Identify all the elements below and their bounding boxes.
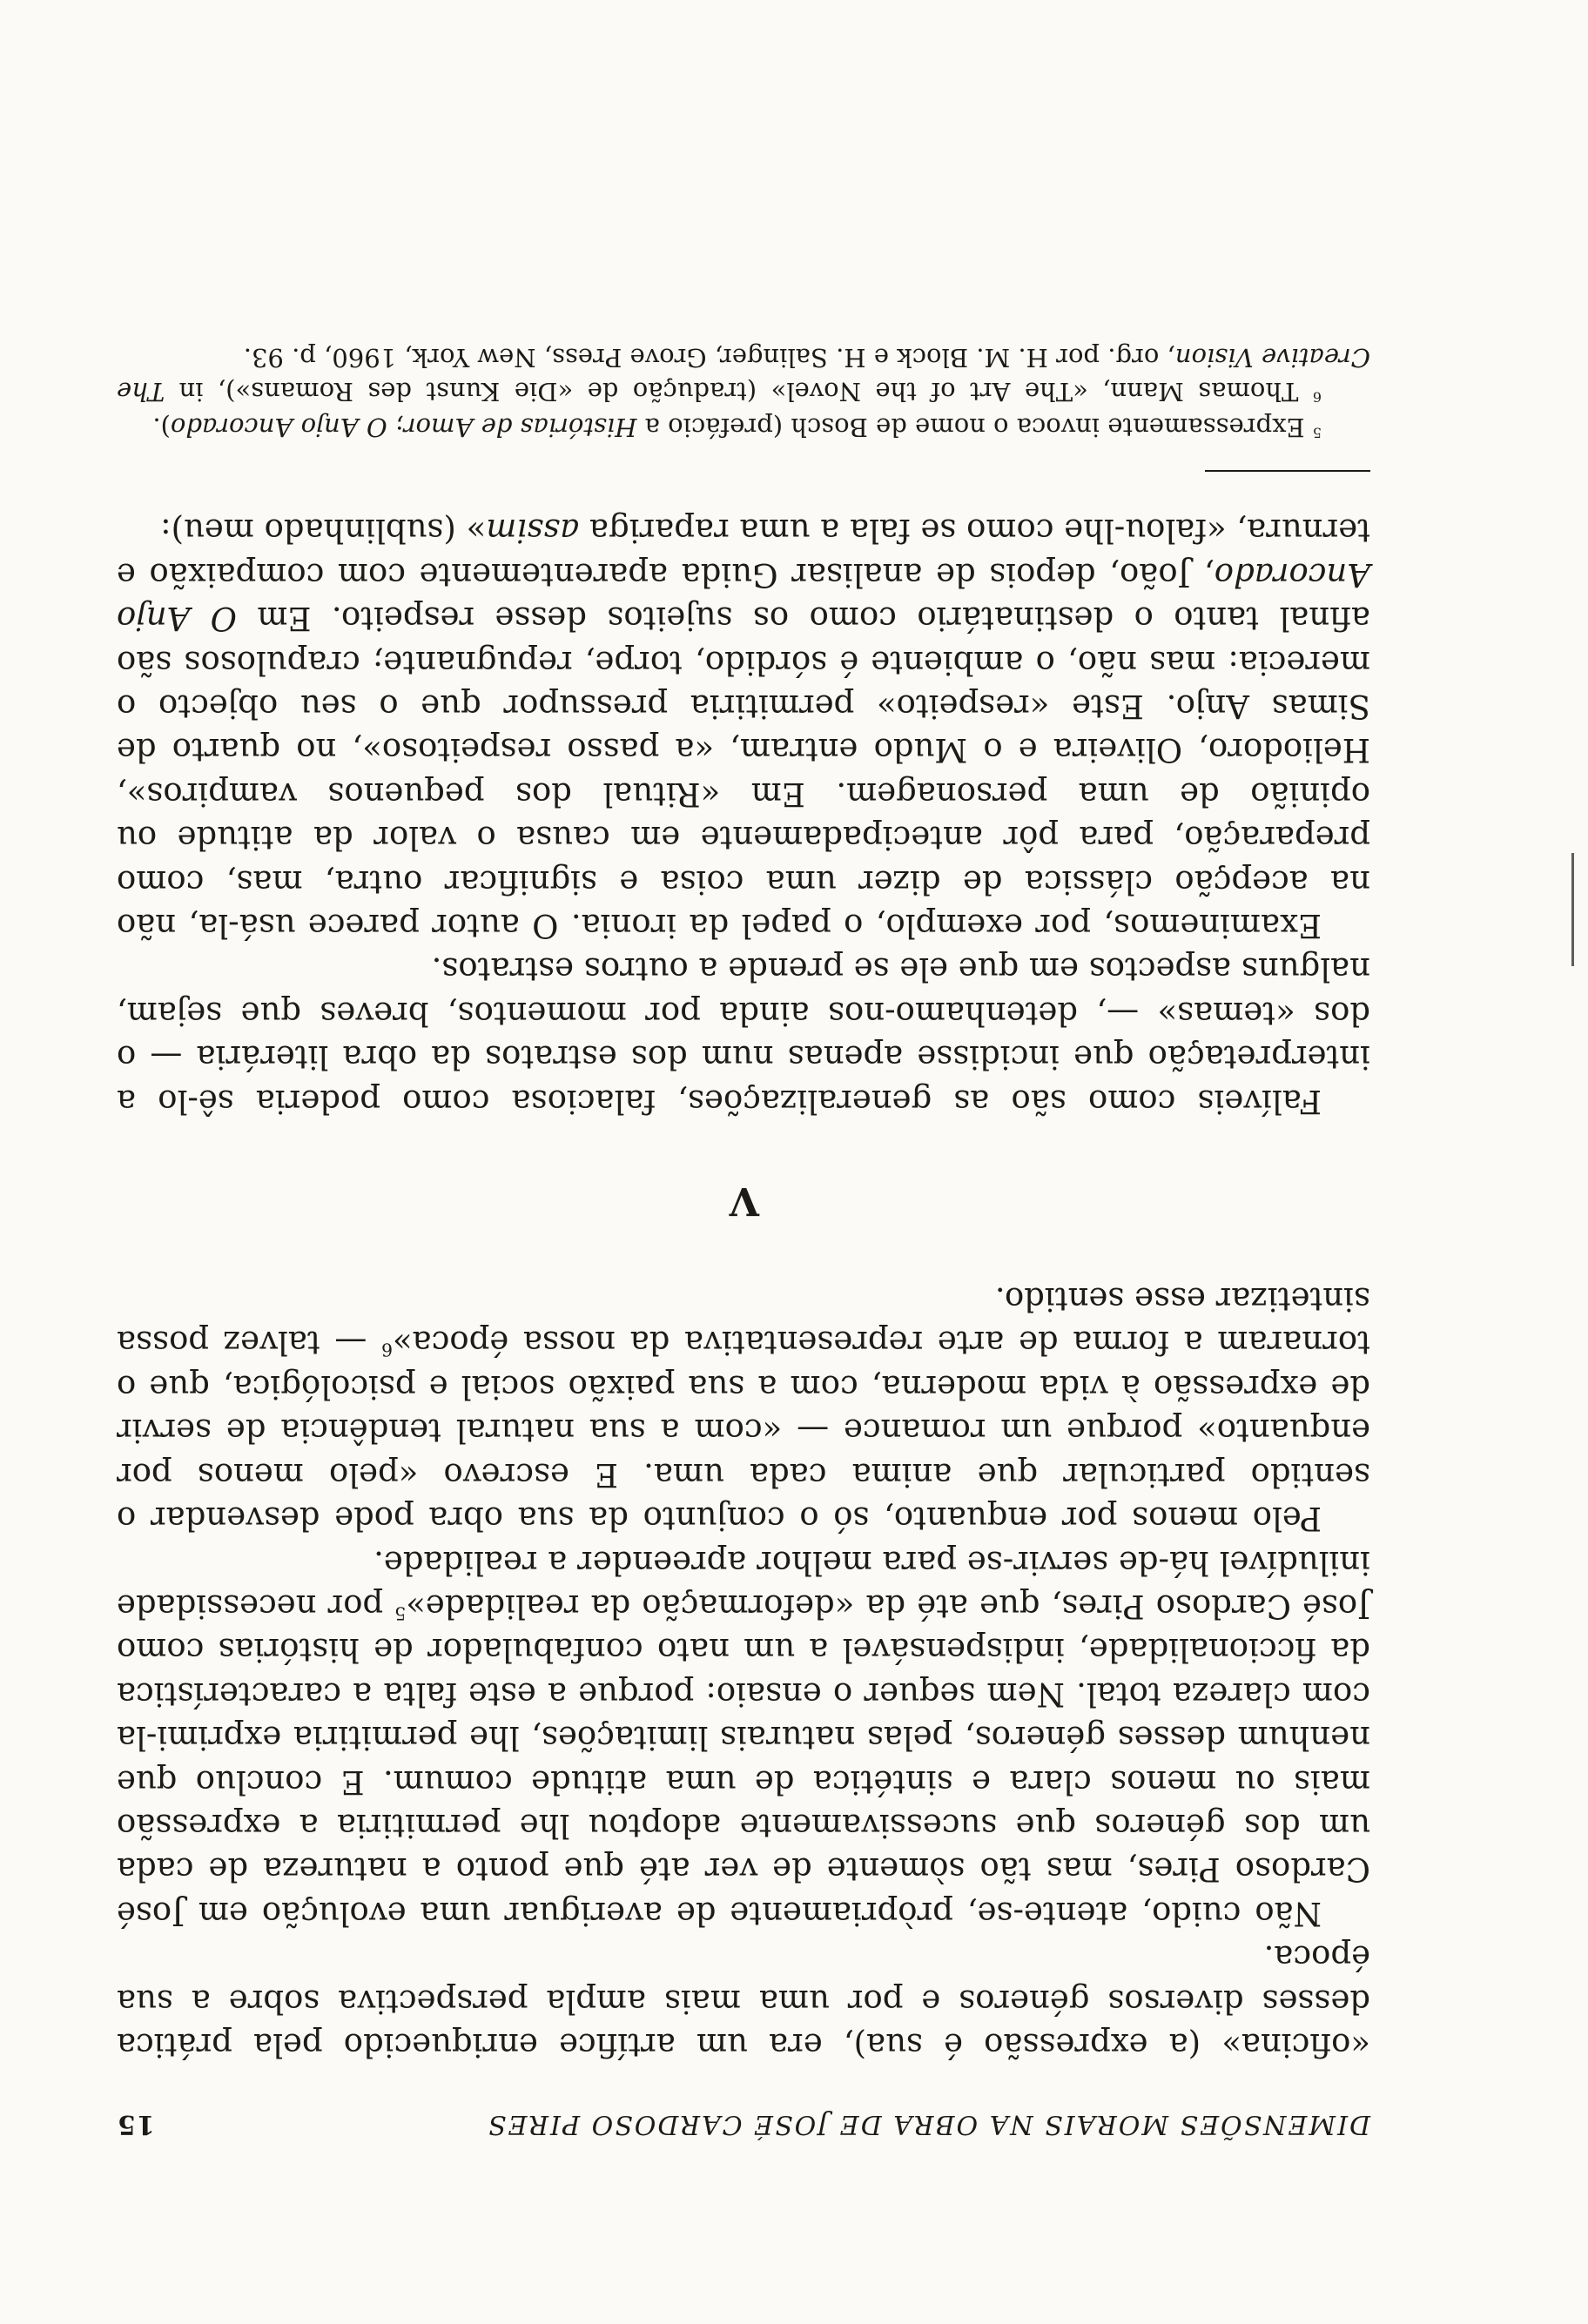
text-run: Thomas Mann, «The Art of the Novel» (tradução de «Die Kunst des Romans»), in <box>165 377 1313 406</box>
footnote-ref: 5 <box>1312 424 1322 441</box>
paragraph-p3 <box>117 1277 1370 1540</box>
italic-title: The Creative Vision <box>117 343 1370 406</box>
text-run: , João, depois de analisar Guida aparentemente com compaixão e ternura, «falou-lhe como se fala a uma rapariga <box>117 512 1370 594</box>
text-run: ; <box>387 413 404 442</box>
body-after-section <box>117 508 1370 1123</box>
paragraph-p5 <box>117 508 1370 947</box>
footnote-rule <box>1205 470 1370 472</box>
text-run: Não cuido, atente-se, pròpriamente de averiguar uma evolução em José Cardoso Pires, mas tão sòmente de ver até que ponto a natureza de cada um dos géneros que sucessivamente adoptou lhe permitiria a expressão mais ou menos clara e sintética de uma atitude comum. E concluo que nenhum desses géneros, pelas naturais limitações, lhe permitiria exprimi-la com clareza total. Nem sequer o ensaio: porque a este falta a característica da ficcionalidade, indispensável a um nato confabulador de histórias como José Cardoso Pires, que até da «deformação da realidade» <box>117 1587 1370 1932</box>
footnote-n5 <box>117 410 1370 444</box>
body-before-section <box>117 1277 1370 2066</box>
page-content <box>117 340 1370 2139</box>
page-number: 15 <box>117 2109 155 2139</box>
footnote-ref: 6 <box>1312 388 1322 406</box>
footnote-n6 <box>117 340 1370 408</box>
text-run: Pelo menos por enquanto, só o conjunto da sua obra pode desvendar o sentido particular que anima cada uma. E escrevo «pelo menos por enquanto» porque um romance — «com a sua natural tendência de servir de expressão à vida moderna, com a sua paixão social e psicológica, que o tornaram a forma de arte representativa da nossa época» <box>117 1324 1370 1538</box>
italic-title: O Anjo Ancorado <box>117 555 1370 638</box>
text-run: ). <box>152 413 171 442</box>
section-heading: V <box>727 1178 760 1223</box>
text-run: por necessidade iniludível há-de servir-se para melhor apreender a realidade. <box>117 1543 1370 1625</box>
running-head-title: DIMENSÕES MORAIS NA OBRA DE JOSÉ CARDOSO PIRES <box>487 2109 1370 2139</box>
italic-title: Histórias de Amor <box>403 413 637 442</box>
footnote-ref: 6 <box>381 1339 393 1360</box>
text-run: Falíveis como são as generalizações, falaciosa como poderia sê-lo a interpretação que incidisse apenas num dos estratos da obra literária — o dos «temas» —, detenhamo-nos ainda por momentos, breves que sejam, nalguns aspectos em que ele se prende a outros estratos. <box>117 950 1370 1120</box>
text-run: » (sublinhado meu): <box>160 512 487 550</box>
body-text <box>117 508 1370 2066</box>
paragraph-p2 <box>117 1540 1370 1935</box>
scan-edge-mark <box>1571 853 1574 966</box>
italic-title: O Anjo Ancorado <box>170 413 387 442</box>
text-run: Examinemos, por exemplo, o papel da ironia. O autor parece usá-la, não na acepção clássica de dizer uma coisa e significar outra, mas, como preparação, para pôr antecipadamente em causa o valor da atitude ou opinião de uma personagem. Em «Ritual dos pequenos vampiros», Heliodoro, Oliveira e o Mudo entram, «a passo respeitoso», no quarto de Simas Anjo. Este «respeito» permitiria pressupor que o seu objecto o merecia: mas não, o ambiente é sórdido, torpe, repugnante; crapulosos são afinal tanto o destinatário como os sujeitos desse respeito. Em <box>117 600 1370 945</box>
footnotes <box>117 340 1370 444</box>
text-run: , org. por H. M. Block e H. Salinger, Grove Press, New York, 1960, p. 93. <box>243 343 1175 373</box>
running-head <box>117 2105 1370 2139</box>
text-run: — talvez possa sintetizar esse sentido. <box>117 1280 1370 1362</box>
italic-title: assim <box>486 512 580 550</box>
footnote-ref: 5 <box>394 1602 407 1624</box>
text-run: Expressamente invoca o nome de Bosch (prefácio a <box>636 413 1313 442</box>
paragraph-p1 <box>117 1935 1370 2066</box>
paragraph-p4 <box>117 947 1370 1123</box>
text-run: «oficina» (a expressão é sua), era um artífice enriquecido pela prática desses diversos géneros e por uma mais ampla perspectiva sobre a sua época. <box>117 1938 1370 2064</box>
